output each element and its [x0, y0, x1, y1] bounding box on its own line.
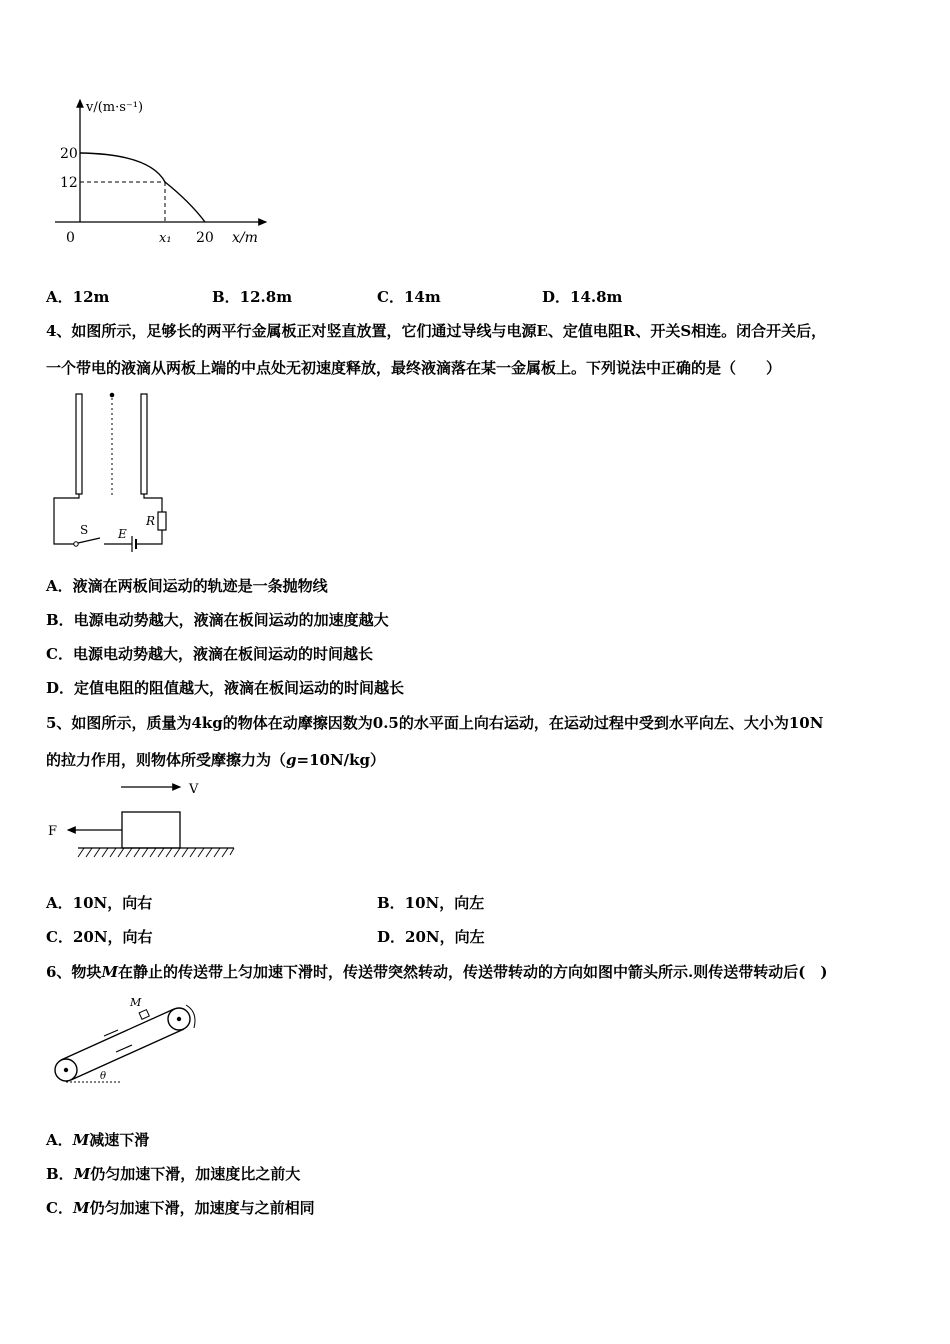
source-label: E: [118, 527, 127, 541]
q6-stem-text-end: 在静止的传送带上匀加速下滑时，传送带突然转动，传送带转动的方向如图中箭头所示.则传送带转动后( ): [118, 963, 828, 981]
q4-option-d[interactable]: D．定值电阻的阻值越大，液滴在板间运动的时间越长: [46, 679, 405, 697]
force-label: F: [48, 824, 58, 839]
q6-option-a[interactable]: [46, 1129, 149, 1150]
y-axis-label: v/(m·s⁻¹): [86, 100, 144, 115]
left-plate: [76, 394, 82, 494]
switch-contact: [74, 542, 78, 546]
q3-option-a[interactable]: A．12m: [46, 288, 110, 306]
droplet: [110, 393, 115, 398]
q5-g-symbol: g: [286, 751, 297, 769]
q5-option-a[interactable]: A．10N，向右: [46, 894, 153, 912]
y-tick-12: 12: [60, 175, 78, 191]
bottom-wire: [136, 530, 162, 544]
y-tick-20: 20: [60, 146, 78, 162]
origin-label: 0: [66, 230, 75, 246]
q4-option-b[interactable]: B．电源电动势越大，液滴在板间运动的加速度越大: [46, 611, 389, 629]
option-text: 仍匀加速下滑，加速度比之前大: [90, 1165, 301, 1183]
q4-stem-line1: 4、如图所示，足够长的两平行金属板正对竖直放置，它们通过导线与电源E、定值电阻R、开关S相连。闭合开关后，: [46, 322, 827, 340]
option-m-symbol: M: [72, 1131, 90, 1149]
q5-option-c[interactable]: C．20N，向右: [46, 928, 153, 946]
option-m-symbol: M: [72, 1199, 90, 1217]
q4-stem-line2: 一个带电的液滴从两板上端的中点处无初速度释放，最终液滴落在某一金属板上。下列说法中正确的是（ ）: [46, 359, 782, 377]
right-wire: [144, 494, 162, 512]
belt-top: [61, 1009, 174, 1060]
resistor: [158, 512, 166, 530]
velocity-curve: [80, 153, 205, 222]
option-prefix: A．: [46, 1131, 73, 1149]
block-force-figure: [44, 778, 244, 868]
q3-option-c[interactable]: C．14m: [377, 288, 441, 306]
conveyor-belt-figure: [44, 992, 214, 1092]
x-tick-x1: x₁: [159, 231, 172, 246]
q5-stem-text: 的拉力作用，则物体所受摩擦力为（: [46, 751, 287, 769]
option-text: 仍匀加速下滑，加速度与之前相同: [89, 1199, 315, 1217]
lower-pulley-axle: [64, 1068, 68, 1072]
belt-bottom: [71, 1029, 184, 1080]
q6-option-b[interactable]: [46, 1163, 300, 1184]
q5-stem-text-end: =10N/kg）: [296, 751, 386, 769]
ground-hatching: [78, 848, 234, 857]
switch-lever: [78, 538, 100, 543]
q4-option-c[interactable]: C．电源电动势越大，液滴在板间运动的时间越长: [46, 645, 373, 663]
option-m-symbol: M: [73, 1165, 91, 1183]
q5-stem-line1: 5、如图所示，质量为4kg的物体在动摩擦因数为0.5的水平面上向右运动，在运动过程中受到水平向左、大小为10N: [46, 714, 824, 732]
q6-stem-text: 6、物块: [46, 963, 102, 981]
q6-stem-line1: [46, 961, 827, 982]
velocity-label: V: [189, 782, 199, 797]
q4-option-a[interactable]: A．液滴在两板间运动的轨迹是一条抛物线: [46, 577, 328, 595]
capacitor-circuit-figure: [44, 388, 184, 558]
block: [122, 812, 180, 848]
q3-option-b[interactable]: B．12.8m: [212, 288, 293, 306]
option-prefix: C．: [46, 1199, 73, 1217]
x-axis-label: x/m: [232, 230, 258, 246]
belt-direction-arrow: [116, 1045, 132, 1052]
upper-pulley-axle: [177, 1017, 181, 1021]
q6-option-c[interactable]: [46, 1197, 315, 1218]
x-tick-20: 20: [196, 230, 214, 246]
switch-label: S: [80, 523, 89, 537]
angle-label: θ: [100, 1071, 107, 1082]
right-plate: [141, 394, 147, 494]
option-text: 减速下滑: [89, 1131, 150, 1149]
block-m: [139, 1010, 149, 1020]
q5-stem-line2: [46, 749, 385, 770]
resistor-label: R: [146, 514, 156, 528]
block-m-label: M: [130, 996, 142, 1009]
q5-option-d[interactable]: D．20N，向左: [377, 928, 485, 946]
velocity-position-graph: [40, 92, 280, 262]
left-wire: [54, 494, 79, 544]
q5-option-b[interactable]: B．10N，向左: [377, 894, 485, 912]
option-prefix: B．: [46, 1165, 74, 1183]
q6-m-symbol: M: [101, 963, 119, 981]
q3-option-d[interactable]: D．14.8m: [542, 288, 623, 306]
